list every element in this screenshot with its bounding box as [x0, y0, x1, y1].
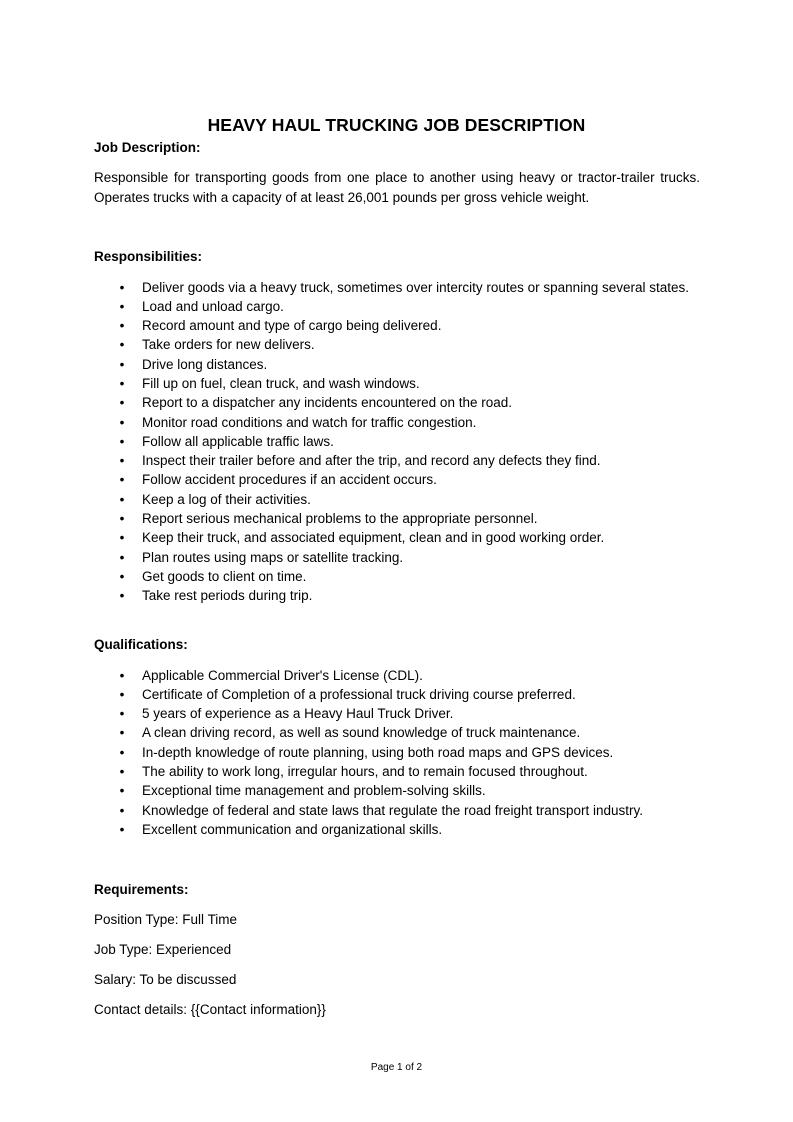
list-item	[94, 704, 734, 723]
bullet-icon: •	[119, 706, 125, 722]
document-title: HEAVY HAUL TRUCKING JOB DESCRIPTION	[207, 115, 586, 135]
page-number: Page 1 of 2	[370, 1062, 423, 1073]
list-item	[94, 393, 734, 412]
bullet-icon: •	[119, 763, 125, 779]
list-item	[94, 509, 734, 528]
qualification-text: Applicable Commercial Driver's License (CDL).	[142, 667, 423, 683]
position-type: Position Type: Full Time	[94, 912, 238, 927]
list-item	[94, 801, 734, 820]
responsibility-text: Keep their truck, and associated equipment, clean and in good working order.	[142, 530, 605, 546]
list-item	[94, 490, 734, 509]
responsibility-text: Report serious mechanical problems to the appropriate personnel.	[142, 511, 538, 527]
responsibility-text: Take orders for new delivers.	[142, 337, 315, 353]
responsibility-text: Follow all applicable traffic laws.	[142, 433, 334, 449]
bullet-icon: •	[119, 375, 125, 391]
list-item	[94, 723, 734, 742]
bullet-icon: •	[119, 667, 125, 683]
contact-details: Contact details: {{Contact information}}	[94, 1002, 326, 1017]
qualification-text: In-depth knowledge of route planning, using both road maps and GPS devices.	[142, 744, 614, 760]
bullet-icon: •	[119, 568, 125, 584]
bullet-icon: •	[119, 472, 125, 488]
list-item	[94, 432, 734, 451]
list-item	[94, 413, 734, 432]
qualification-text: 5 years of experience as a Heavy Haul Truck Driver.	[142, 706, 454, 722]
bullet-icon: •	[119, 298, 125, 314]
qualification-text: Excellent communication and organizational skills.	[142, 821, 443, 837]
bullet-icon: •	[119, 549, 125, 565]
bullet-icon: •	[119, 511, 125, 527]
list-item	[94, 586, 734, 605]
responsibilities-list	[94, 278, 734, 606]
bullet-icon: •	[119, 453, 125, 469]
list-item	[94, 470, 734, 489]
bullet-icon: •	[119, 588, 125, 604]
bullet-icon: •	[119, 783, 125, 799]
bullet-icon: •	[119, 356, 125, 372]
qualifications-heading: Qualifications:	[94, 637, 188, 652]
job-description-line-1: Responsible for transporting goods from one place to another using heavy or tractor-trailer trucks.	[94, 170, 700, 185]
list-item	[94, 820, 734, 839]
list-item	[94, 374, 734, 393]
bullet-icon: •	[119, 279, 125, 295]
qualification-text: Knowledge of federal and state laws that regulate the road freight transport industry.	[142, 802, 644, 818]
qualification-text: Certificate of Completion of a professional truck driving course preferred.	[142, 686, 576, 702]
list-item	[94, 762, 734, 781]
list-item	[94, 781, 734, 800]
list-item	[94, 316, 734, 335]
responsibility-text: Deliver goods via a heavy truck, sometimes over intercity routes or spanning several states.	[142, 279, 689, 295]
bullet-icon: •	[119, 821, 125, 837]
qualification-text: Exceptional time management and problem-solving skills.	[142, 783, 486, 799]
salary: Salary: To be discussed	[94, 972, 237, 987]
list-item	[94, 355, 734, 374]
list-item	[94, 451, 734, 470]
responsibility-text: Plan routes using maps or satellite tracking.	[142, 549, 404, 565]
responsibility-text: Take rest periods during trip.	[142, 588, 313, 604]
responsibility-text: Follow accident procedures if an accident occurs.	[142, 472, 437, 488]
responsibility-text: Load and unload cargo.	[142, 298, 284, 314]
responsibility-text: Drive long distances.	[142, 356, 268, 372]
bullet-icon: •	[119, 802, 125, 818]
list-item	[94, 297, 734, 316]
bullet-icon: •	[119, 337, 125, 353]
responsibility-text: Inspect their trailer before and after the trip, and record any defects they find.	[142, 453, 601, 469]
job-type: Job Type: Experienced	[94, 942, 232, 957]
bullet-icon: •	[119, 433, 125, 449]
responsibility-text: Report to a dispatcher any incidents encountered on the road.	[142, 395, 512, 411]
list-item	[94, 548, 734, 567]
list-item	[94, 278, 734, 297]
qualifications-list	[94, 666, 734, 840]
responsibilities-heading: Responsibilities:	[94, 249, 203, 264]
job-description-heading: Job Description:	[94, 140, 201, 155]
job-description-paragraph	[94, 168, 700, 208]
qualification-text: The ability to work long, irregular hours, and to remain focused throughout.	[142, 763, 588, 779]
responsibility-text: Monitor road conditions and watch for traffic congestion.	[142, 414, 477, 430]
responsibility-text: Fill up on fuel, clean truck, and wash windows.	[142, 375, 420, 391]
responsibility-text: Get goods to client on time.	[142, 568, 307, 584]
list-item	[94, 567, 734, 586]
bullet-icon: •	[119, 318, 125, 334]
list-item	[94, 528, 734, 547]
list-item	[94, 743, 734, 762]
requirements-heading: Requirements:	[94, 882, 189, 897]
bullet-icon: •	[119, 414, 125, 430]
responsibility-text: Keep a log of their activities.	[142, 491, 311, 507]
bullet-icon: •	[119, 395, 125, 411]
bullet-icon: •	[119, 744, 125, 760]
bullet-icon: •	[119, 725, 125, 741]
job-description-line-2: Operates trucks with a capacity of at least 26,001 pounds per gross vehicle weight.	[94, 190, 590, 205]
list-item	[94, 685, 734, 704]
responsibility-text: Record amount and type of cargo being delivered.	[142, 318, 442, 334]
list-item	[94, 335, 734, 354]
list-item	[94, 666, 734, 685]
bullet-icon: •	[119, 530, 125, 546]
bullet-icon: •	[119, 686, 125, 702]
qualification-text: A clean driving record, as well as sound knowledge of truck maintenance.	[142, 725, 581, 741]
bullet-icon: •	[119, 491, 125, 507]
